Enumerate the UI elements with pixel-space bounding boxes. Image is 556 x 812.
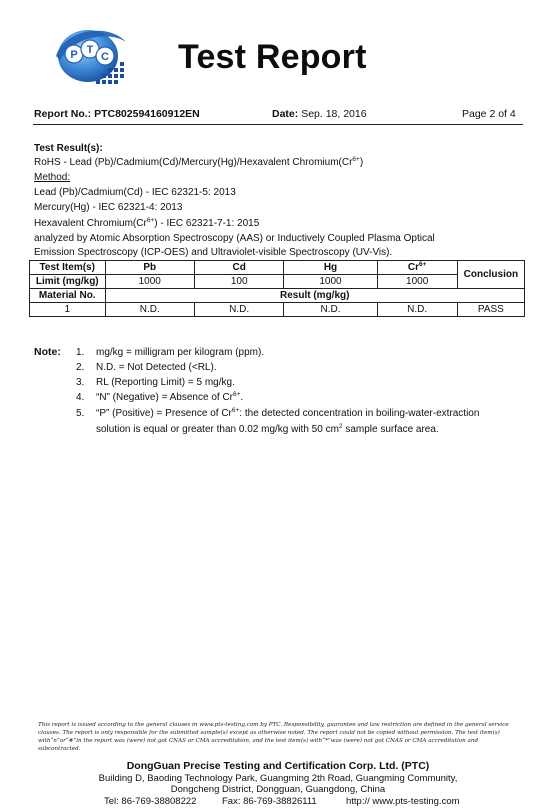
page-number: Page 2 of 4 bbox=[462, 108, 516, 120]
table-limit-row bbox=[30, 275, 525, 289]
logo-text-t: T bbox=[86, 44, 94, 56]
limit-cd: 100 bbox=[195, 275, 284, 289]
method-mercury: Mercury(Hg) - IEC 62321-4: 2013 bbox=[34, 202, 183, 213]
footer-fax: Fax: 86-769-38826111 bbox=[222, 796, 317, 807]
method-label: Method: bbox=[34, 172, 71, 183]
note-1: 1. mg/kg = milligram per kilogram (ppm). bbox=[76, 347, 265, 358]
row-hg: N.D. bbox=[284, 303, 377, 317]
note-5-line-2: solution is equal or greater than 0.02 mg/kg with 50 $cm^2$ sample surface area. bbox=[96, 423, 439, 435]
footer-address-2: Dongcheng District, Dongguan, Guangdong, China bbox=[170, 784, 386, 795]
row-pb: N.D. bbox=[105, 303, 195, 317]
results-table bbox=[29, 260, 525, 317]
header-cd: Cd bbox=[195, 261, 284, 275]
limit-hg: 1000 bbox=[284, 275, 377, 289]
header-test-item: Test Item(s) bbox=[30, 261, 106, 275]
rohs-line: RoHS - Lead (Pb)/Cadmium(Cd)/Mercury(Hg)/Hexavalent $Chromium(Cr^{6+})$ bbox=[34, 156, 364, 168]
footer-address-1: Building D, Baoding Technology Park, Guangming 2th Road, Guangming Community, bbox=[98, 773, 458, 784]
table-material-row bbox=[30, 289, 525, 303]
analyzed-line-1: analyzed by Atomic Absorption Spectroscopy (AAS) or Inductively Coupled Plasma Optical bbox=[34, 233, 435, 244]
header-cr6: $Cr^{6+}$ bbox=[377, 261, 457, 275]
note-4: 4. “N” (Negative) = Absence of $Cr^{6+}$. bbox=[76, 391, 244, 403]
result-label: Result (mg/kg) bbox=[105, 289, 525, 303]
footer-disclaimer: This report is issued according to the general clauses in www.pts-testing.com by PTC. Responsibility, guarantee and law restriction are defined in the general service clauses. The report is only responsible for the submitted sample(s) except as otherwise noted. The report could not be copied without permission. The test item(s) with“n”or“#”in the report was (were) not got CNAS or CMA accreditation, and the test item(s) with“*”was (were) not got CNAS or CMA accreditation and subcontracted. bbox=[38, 722, 509, 752]
table-header-row bbox=[30, 261, 525, 275]
report-no-value: PTC802594160912EN bbox=[94, 108, 200, 120]
header-pb: Pb bbox=[105, 261, 195, 275]
footer-tel: Tel: 86-769-38808222 bbox=[104, 796, 197, 807]
method-lead-cadmium: Lead (Pb)/Cadmium(Cd) - IEC 62321-5: 2013 bbox=[34, 187, 236, 198]
row-conclusion: PASS bbox=[457, 303, 524, 317]
report-no-label: Report No.: bbox=[34, 108, 92, 120]
limit-pb: 1000 bbox=[105, 275, 195, 289]
date-label: Date: bbox=[272, 108, 299, 120]
date-value: Sep. 18, 2016 bbox=[301, 108, 367, 120]
note-label: Note: bbox=[34, 346, 61, 358]
table-row bbox=[30, 303, 525, 317]
limit-label: Limit (mg/kg) bbox=[30, 275, 106, 289]
row-cr6: N.D. bbox=[377, 303, 457, 317]
analyzed-line-2: Emission Spectroscopy (ICP-OES) and Ultraviolet-visible Spectroscopy (UV-Vis). bbox=[34, 247, 393, 258]
method-chromium: Hexavalent $Chromium(Cr^{6+})$ - IEC 62321-7-1: 2015 bbox=[34, 217, 260, 229]
footer-contact bbox=[104, 796, 460, 807]
note-2: 2. N.D. = Not Detected (<RL). bbox=[76, 362, 217, 373]
footer-company: DongGuan Precise Testing and Certification Corp. Ltd. (PTC) bbox=[126, 760, 430, 772]
material-no-label: Material No. bbox=[30, 289, 106, 303]
logo-text-p: P bbox=[70, 49, 78, 61]
logo-text-c: C bbox=[101, 51, 109, 63]
row-cd: N.D. bbox=[195, 303, 284, 317]
header-conclusion: Conclusion bbox=[457, 261, 524, 289]
report-date bbox=[272, 108, 367, 120]
test-results-heading: Test Result(s): bbox=[34, 143, 103, 154]
header-hg: Hg bbox=[284, 261, 377, 275]
limit-cr6: 1000 bbox=[377, 275, 457, 289]
note-5: 5. “P” (Positive) = Presence of $Cr^{6+}$: the detected concentration in boiling-water-extraction bbox=[76, 407, 480, 419]
report-number bbox=[34, 108, 200, 120]
report-title: Test Report bbox=[178, 38, 367, 76]
row-material: 1 bbox=[30, 303, 106, 317]
footer-web[interactable]: http:// www.pts-testing.com bbox=[346, 796, 460, 807]
ptc-logo bbox=[52, 16, 132, 88]
header-divider bbox=[33, 124, 523, 125]
note-3: 3. RL (Reporting Limit) = 5 mg/kg. bbox=[76, 377, 235, 388]
